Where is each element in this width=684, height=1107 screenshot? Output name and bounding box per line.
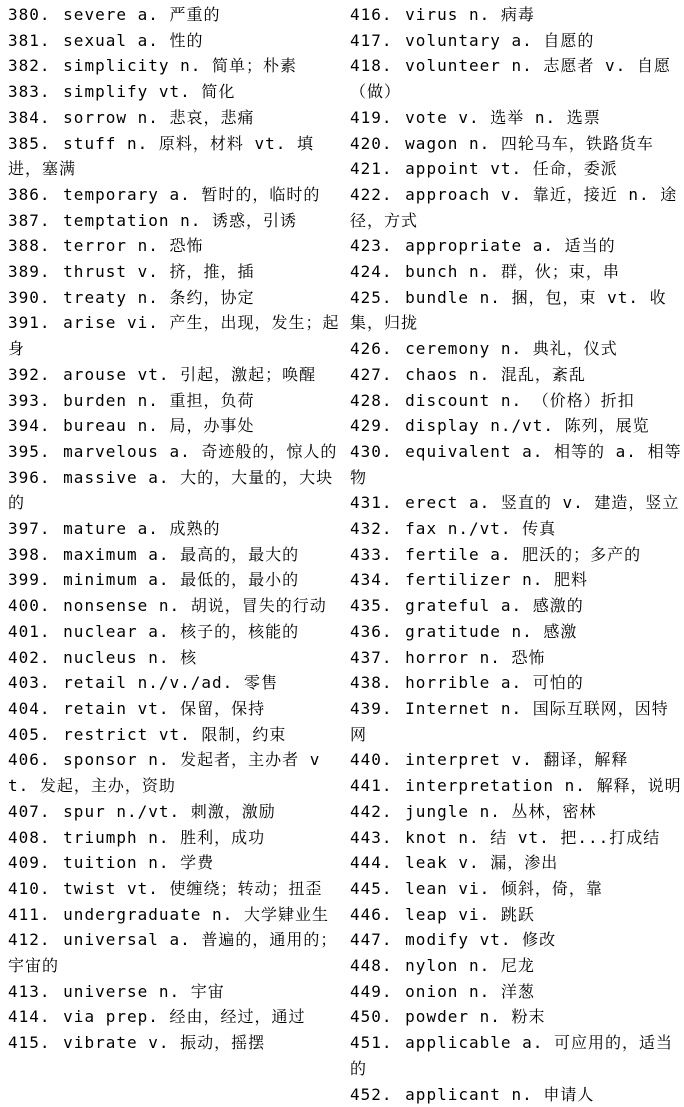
vocab-entry (350, 850, 682, 876)
vocab-entry (350, 285, 682, 336)
entry-number: 450. (350, 1007, 393, 1027)
vocab-entry (350, 567, 682, 593)
entry-word: ceremony (405, 339, 491, 359)
entry-number: 419. (350, 107, 393, 127)
vocab-entry (8, 902, 340, 928)
entry-definition: n./vt. 陈列，展览 (490, 416, 650, 436)
vocab-entry (350, 1082, 682, 1107)
entry-number: 434. (350, 570, 393, 590)
entry-number: 421. (350, 159, 393, 179)
vocab-entry (350, 439, 682, 490)
entry-number: 392. (8, 364, 51, 384)
entry-number: 433. (350, 544, 393, 564)
entry-definition: a. 严重的 (137, 5, 221, 24)
entry-definition: n. 典礼，仪式 (500, 339, 618, 359)
entry-number: 439. (350, 698, 393, 718)
entry-number: 387. (8, 210, 51, 230)
entry-word: appoint (405, 159, 480, 179)
entry-number: 399. (8, 570, 51, 590)
entry-number: 403. (8, 673, 51, 693)
entry-number: 402. (8, 647, 51, 667)
entry-definition: a. 感激的 (500, 596, 584, 616)
entry-number: 443. (350, 827, 393, 847)
entry-word: horror (405, 647, 469, 667)
entry-number: 444. (350, 853, 393, 873)
entry-definition: a. 性的 (137, 30, 204, 50)
entry-definition: a. 自愿的 (511, 30, 595, 50)
vocab-entry (8, 131, 340, 182)
entry-number: 427. (350, 364, 393, 384)
entry-definition: v. 靠近，接近 n. 途径，方式 (350, 184, 678, 230)
entry-word: erect (405, 493, 459, 513)
entry-word: wagon (405, 133, 459, 153)
vocab-entry (8, 53, 340, 79)
entry-number: 417. (350, 30, 393, 50)
entry-word: triumph (63, 827, 138, 847)
entry-definition: a. 奇迹般的，惊人的 (169, 441, 338, 461)
entry-number: 412. (8, 930, 51, 950)
vocab-entry (8, 747, 340, 798)
entry-word: modify (405, 930, 469, 950)
entry-number: 390. (8, 287, 51, 307)
entry-definition: n. 诱惑，引诱 (180, 210, 298, 230)
entry-definition: n. 大学肄业生 (212, 904, 329, 924)
entry-definition: n. 宇宙 (158, 981, 225, 1001)
entry-definition: n. 感激 (511, 621, 578, 641)
entry-word: volunteer (405, 56, 501, 76)
entry-word: grateful (405, 596, 491, 616)
entry-definition: a. 肥沃的；多产的 (490, 544, 642, 564)
vocab-entry (8, 927, 340, 978)
entry-number: 400. (8, 596, 51, 616)
entry-definition: n. 恐怖 (479, 647, 546, 667)
entry-definition: a. 大的，大量的，大块的 (8, 467, 334, 513)
entry-definition: vt. 修改 (479, 930, 557, 950)
entry-number: 416. (350, 5, 393, 24)
entry-word: universe (63, 981, 149, 1001)
vocab-entry (8, 979, 340, 1005)
entry-number: 423. (350, 236, 393, 256)
vocab-entry (350, 413, 682, 439)
entry-number: 411. (8, 904, 51, 924)
vocab-entry (8, 439, 340, 465)
vocab-entry (8, 413, 340, 439)
vocab-entry (8, 593, 340, 619)
entry-word: nuclear (63, 621, 138, 641)
entry-word: temporary (63, 184, 159, 204)
vocab-entry (350, 645, 682, 671)
vocab-entry (350, 388, 682, 414)
entry-number: 413. (8, 981, 51, 1001)
entry-definition: a. 可怕的 (500, 673, 584, 693)
vocab-entry (8, 2, 340, 28)
entry-definition: n. 核 (148, 647, 198, 667)
entry-definition: a. 最低的，最小的 (148, 570, 300, 590)
entry-definition: n. 重担，负荷 (137, 390, 255, 410)
entry-word: arouse (63, 364, 127, 384)
vocab-entry (350, 979, 682, 1005)
entry-number: 385. (8, 133, 51, 153)
entry-word: stuff (63, 133, 117, 153)
vocab-entry (350, 902, 682, 928)
vocab-column-left (0, 2, 342, 1053)
entry-definition: a. 最高的，最大的 (148, 544, 300, 564)
vocab-entry (350, 259, 682, 285)
vocab-entry (8, 799, 340, 825)
entry-definition: n. 混乱，紊乱 (468, 364, 586, 384)
entry-word: severe (63, 5, 127, 24)
entry-definition: n./vt. 传真 (447, 519, 557, 539)
entry-word: mature (63, 519, 127, 539)
entry-number: 449. (350, 981, 393, 1001)
vocab-entry (8, 825, 340, 851)
entry-word: via (63, 1007, 96, 1027)
entry-definition: vt. 使缠绕；转动；扭歪 (126, 878, 323, 898)
vocab-entry (8, 233, 340, 259)
vocab-entry (8, 285, 340, 311)
entry-word: temptation (63, 210, 170, 230)
entry-number: 448. (350, 956, 393, 976)
entry-word: chaos (405, 364, 459, 384)
entry-word: nylon (405, 956, 459, 976)
entry-word: approach (405, 184, 491, 204)
entry-word: leap (405, 904, 448, 924)
entry-number: 432. (350, 519, 393, 539)
entry-definition: n. 肥料 (522, 570, 589, 590)
entry-number: 425. (350, 287, 393, 307)
entry-definition: n. 局，办事处 (137, 416, 255, 436)
entry-definition: v. 挤，推，插 (137, 262, 255, 282)
entry-number: 408. (8, 827, 51, 847)
entry-word: vote (405, 107, 448, 127)
entry-word: simplicity (63, 56, 170, 76)
entry-definition: a. 竖直的 v. 建造，竖立 (468, 493, 680, 513)
entry-definition: n./v./ad. 零售 (137, 673, 278, 693)
entry-definition: prep. 经由，经过，通过 (105, 1007, 306, 1027)
entry-definition: a. 成熟的 (137, 519, 221, 539)
entry-number: 446. (350, 904, 393, 924)
vocab-entry (8, 516, 340, 542)
entry-word: equivalent (405, 441, 512, 461)
entry-number: 440. (350, 750, 393, 770)
entry-word: nucleus (63, 647, 138, 667)
vocab-entry (350, 773, 682, 799)
entry-word: minimum (63, 570, 138, 590)
entry-word: undergraduate (63, 904, 202, 924)
vocab-entry (8, 388, 340, 414)
entry-word: applicable (405, 1033, 512, 1053)
entry-word: Internet (405, 698, 491, 718)
entry-word: treaty (63, 287, 127, 307)
vocab-entry (350, 490, 682, 516)
vocab-entry (8, 465, 340, 516)
vocab-entry (350, 927, 682, 953)
vocab-entry (350, 696, 682, 747)
entry-word: voluntary (405, 30, 501, 50)
vocab-entry (350, 336, 682, 362)
entry-number: 404. (8, 698, 51, 718)
entry-definition: n. 恐怖 (137, 236, 204, 256)
entry-word: interpretation (405, 776, 555, 796)
entry-word: sponsor (63, 750, 138, 770)
vocab-entry (8, 850, 340, 876)
entry-definition: v. 选举 n. 选票 (458, 107, 601, 127)
entry-number: 383. (8, 82, 51, 102)
entry-number: 441. (350, 776, 393, 796)
vocab-entry (8, 105, 340, 131)
vocab-entry (8, 645, 340, 671)
entry-definition: n. 胜利，成功 (148, 827, 266, 847)
vocab-entry (350, 1004, 682, 1030)
entry-word: retail (63, 673, 127, 693)
entry-word: display (405, 416, 480, 436)
entry-number: 393. (8, 390, 51, 410)
entry-number: 381. (8, 30, 51, 50)
vocab-entry (350, 542, 682, 568)
entry-word: jungle (405, 801, 469, 821)
entry-definition: n. 简单；朴素 (180, 56, 298, 76)
entry-number: 409. (8, 853, 51, 873)
entry-number: 397. (8, 519, 51, 539)
entry-definition: n. 志愿者 v. 自愿（做） (350, 56, 671, 102)
entry-word: gratitude (405, 621, 501, 641)
entry-word: vibrate (63, 1033, 138, 1053)
entry-number: 395. (8, 441, 51, 461)
entry-word: tuition (63, 853, 138, 873)
entry-definition: vi. 跳跃 (458, 904, 535, 924)
entry-word: interpret (405, 750, 501, 770)
entry-number: 389. (8, 262, 51, 282)
entry-word: leak (405, 853, 448, 873)
vocab-entry (350, 105, 682, 131)
entry-number: 445. (350, 878, 393, 898)
entry-definition: vt. 简化 (158, 82, 236, 102)
entry-number: 401. (8, 621, 51, 641)
entry-word: massive (63, 467, 138, 487)
entry-definition: vt. 保留，保持 (137, 698, 266, 718)
entry-definition: a. 可应用的，适当的 (350, 1033, 674, 1078)
entry-definition: n. 病毒 (468, 5, 535, 24)
entry-word: applicant (405, 1084, 501, 1104)
entry-word: bunch (405, 262, 459, 282)
entry-definition: n. 悲哀，悲痛 (137, 107, 255, 127)
entry-definition: n. 解释，说明 (564, 776, 682, 796)
entry-number: 407. (8, 801, 51, 821)
entry-number: 388. (8, 236, 51, 256)
entry-word: retain (63, 698, 127, 718)
entry-definition: a. 暂时的，临时的 (169, 184, 321, 204)
vocab-entry (8, 876, 340, 902)
vocab-entry (350, 593, 682, 619)
entry-word: sexual (63, 30, 127, 50)
entry-word: fertilizer (405, 570, 512, 590)
entry-number: 384. (8, 107, 51, 127)
entry-number: 418. (350, 56, 393, 76)
entry-definition: vi. 产生，出现，发生；起身 (8, 313, 340, 359)
entry-number: 429. (350, 416, 393, 436)
entry-definition: n. 胡说，冒失的行动 (158, 596, 327, 616)
entry-number: 424. (350, 262, 393, 282)
entry-definition: n. 丛林，密林 (479, 801, 597, 821)
entry-definition: a. 相等的 a. 相等物 (350, 441, 682, 487)
entry-number: 386. (8, 184, 51, 204)
entry-word: lean (405, 878, 448, 898)
entry-number: 394. (8, 416, 51, 436)
entry-word: burden (63, 390, 127, 410)
vocab-entry (350, 28, 682, 54)
entry-word: twist (63, 878, 117, 898)
entry-number: 426. (350, 339, 393, 359)
entry-number: 442. (350, 801, 393, 821)
entry-definition: vt. 任命，委派 (490, 159, 618, 179)
entry-word: fax (405, 519, 438, 539)
vocab-entry (350, 53, 682, 104)
entry-definition: vt. 限制，约束 (158, 724, 287, 744)
vocab-entry (8, 1030, 340, 1056)
entry-number: 414. (8, 1007, 51, 1027)
entry-number: 430. (350, 441, 393, 461)
entry-number: 447. (350, 930, 393, 950)
vocab-entry (8, 310, 340, 361)
vocab-entry (8, 259, 340, 285)
entry-number: 437. (350, 647, 393, 667)
entry-word: discount (405, 390, 491, 410)
vocab-entry (350, 1030, 682, 1081)
vocab-entry (350, 670, 682, 696)
entry-word: powder (405, 1007, 469, 1027)
entry-number: 391. (8, 313, 51, 333)
entry-definition: n. 结 vt. 把...打成结 (458, 827, 661, 847)
entry-word: knot (405, 827, 448, 847)
entry-word: spur (63, 801, 106, 821)
entry-definition: vi. 倾斜，倚，靠 (458, 878, 603, 898)
entry-number: 398. (8, 544, 51, 564)
entry-word: restrict (63, 724, 149, 744)
vocab-entry (350, 876, 682, 902)
entry-number: 428. (350, 390, 393, 410)
entry-definition: n. 原料，材料 vt. 填进，塞满 (8, 133, 315, 179)
entry-number: 438. (350, 673, 393, 693)
entry-number: 396. (8, 467, 51, 487)
vocab-entry (350, 516, 682, 542)
entry-definition: n. 粉末 (479, 1007, 546, 1027)
entry-definition: v. 漏，渗出 (458, 853, 559, 873)
vocab-entry (350, 2, 682, 28)
entry-definition: n. 发起者，主办者 vt. 发起，主办，资助 (8, 750, 321, 796)
entry-word: marvelous (63, 441, 159, 461)
entry-definition: n./vt. 刺激，激励 (116, 801, 276, 821)
vocab-entry (350, 233, 682, 259)
vocab-entry (350, 799, 682, 825)
entry-word: horrible (405, 673, 491, 693)
entry-word: universal (63, 930, 159, 950)
entry-number: 431. (350, 493, 393, 513)
vocab-entry (8, 722, 340, 748)
entry-number: 452. (350, 1084, 393, 1104)
vocab-entry (8, 696, 340, 722)
vocab-entry (350, 182, 682, 233)
vocab-entry (350, 953, 682, 979)
entry-number: 406. (8, 750, 51, 770)
entry-word: sorrow (63, 107, 127, 127)
entry-word: simplify (63, 82, 149, 102)
entry-number: 420. (350, 133, 393, 153)
vocab-entry (350, 156, 682, 182)
vocab-entry (350, 825, 682, 851)
vocab-entry (8, 542, 340, 568)
entry-word: arise (63, 313, 117, 333)
entry-definition: v. 翻译，解释 (511, 750, 629, 770)
vocab-entry (350, 747, 682, 773)
entry-word: terror (63, 236, 127, 256)
entry-word: fertile (405, 544, 480, 564)
entry-number: 435. (350, 596, 393, 616)
vocab-entry (8, 1004, 340, 1030)
entry-definition: n. 条约，协定 (137, 287, 255, 307)
entry-definition: n. 学费 (148, 853, 215, 873)
entry-word: thrust (63, 262, 127, 282)
entry-number: 415. (8, 1033, 51, 1053)
entry-word: nonsense (63, 596, 149, 616)
vocab-column-right (342, 2, 684, 1104)
entry-word: onion (405, 981, 459, 1001)
vocab-entry (8, 567, 340, 593)
vocab-entry (8, 208, 340, 234)
entry-number: 410. (8, 878, 51, 898)
entry-definition: n. 申请人 (511, 1084, 595, 1104)
vocab-entry (350, 131, 682, 157)
vocab-entry (8, 670, 340, 696)
vocab-entry (350, 362, 682, 388)
entry-number: 382. (8, 56, 51, 76)
vocab-entry (8, 28, 340, 54)
entry-definition: v. 振动，摇摆 (148, 1033, 266, 1053)
entry-number: 451. (350, 1033, 393, 1053)
vocab-entry (8, 79, 340, 105)
entry-definition: a. 适当的 (532, 236, 616, 256)
entry-number: 405. (8, 724, 51, 744)
entry-definition: a. 普遍的，通用的；宇宙的 (8, 930, 338, 976)
entry-word: bundle (405, 287, 469, 307)
vocab-entry (8, 182, 340, 208)
entry-definition: n. 捆，包，束 vt. 收集，归拢 (350, 287, 667, 333)
entry-definition: n. 国际互联网，因特网 (350, 698, 669, 744)
entry-number: 380. (8, 5, 51, 24)
entry-number: 436. (350, 621, 393, 641)
entry-word: bureau (63, 416, 127, 436)
entry-word: appropriate (405, 236, 523, 256)
vocab-entry (8, 362, 340, 388)
entry-number: 422. (350, 184, 393, 204)
vocab-entry (8, 619, 340, 645)
entry-definition: a. 核子的，核能的 (148, 621, 300, 641)
entry-definition: n. 洋葱 (468, 981, 535, 1001)
entry-definition: vt. 引起，激起；唤醒 (137, 364, 317, 384)
entry-definition: n. 四轮马车，铁路货车 (468, 133, 654, 153)
entry-definition: n. 群，伙；束，串 (468, 262, 620, 282)
entry-definition: n. 尼龙 (468, 956, 535, 976)
vocab-entry (350, 619, 682, 645)
entry-word: maximum (63, 544, 138, 564)
entry-definition: n. （价格）折扣 (500, 390, 635, 410)
entry-word: virus (405, 5, 459, 24)
